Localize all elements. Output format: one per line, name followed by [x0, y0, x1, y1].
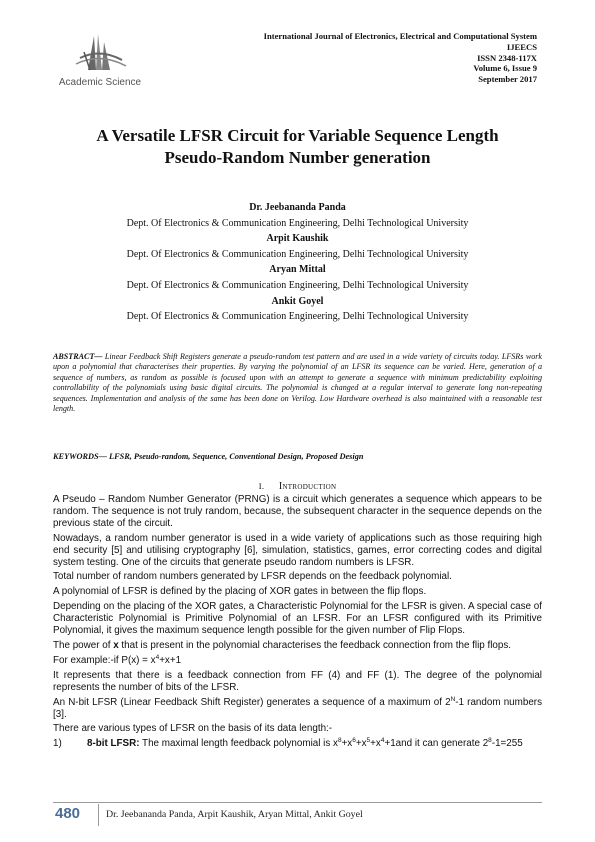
- journal-name: International Journal of Electronics, Electrical and Computational System: [263, 31, 537, 41]
- author-name: Arpit Kaushik: [266, 233, 329, 245]
- paragraph: A polynomial of LFSR is defined by the placing of XOR gates in between the flip flops.: [53, 586, 427, 598]
- journal-abbrev: IJEECS: [506, 41, 537, 52]
- superscript: 6: [352, 737, 356, 745]
- paragraph: A Pseudo – Random Number Generator (PRNG) is a circuit which generates a sequence which appears to be random. The sequence is not truly random, because, the subsequent character in the sequence depends on the previous state of the circuit.: [53, 494, 542, 529]
- logo-wordmark: Academic Science: [58, 77, 142, 88]
- paragraph: [53, 655, 542, 667]
- paragraph: [53, 640, 542, 652]
- paper-title: [40, 125, 555, 169]
- author-name: Dr. Jeebananda Panda: [249, 202, 346, 213]
- section-title: Introduction: [278, 481, 337, 492]
- text-run: -1 random numbers [3].: [53, 696, 542, 720]
- keywords: KEYWORDS— LFSR, Pseudo-random, Sequence, Conventional Design, Proposed Design: [53, 452, 364, 461]
- author-affiliation: Dept. Of Electronics & Communication Engineering, Delhi Technological University: [126, 217, 469, 229]
- text-run: The maximal length feedback polynomial is x: [139, 738, 338, 750]
- section-heading: [40, 481, 555, 492]
- publisher-logo: [50, 30, 150, 92]
- abstract-label: ABSTRACT—: [53, 352, 103, 361]
- page-number: 480: [55, 805, 81, 822]
- superscript: 4: [155, 653, 160, 661]
- list-label: 8-bit LFSR:: [87, 738, 140, 750]
- title-line-1: A Versatile LFSR Circuit for Variable Sequence Length: [96, 126, 499, 145]
- paragraph: [53, 697, 542, 721]
- author-affiliation: Dept. Of Electronics & Communication Engineering, Delhi Technological University: [126, 248, 469, 260]
- text-run: +x: [370, 738, 381, 750]
- paragraph: Depending on the placing of the XOR gates, a Characteristic Polynomial for the LFSR is given. A special case of Characteristic Polynomial is Primitive Polynomial of an LFSR. For an LFSR configured with its Primitive Polynomial, it gives the maximum sequence length possible for the given number of Flip Flops.: [53, 601, 542, 637]
- author-affiliation: Dept. Of Electronics & Communication Engineering, Delhi Technological University: [126, 311, 469, 323]
- superscript: 8: [337, 737, 342, 745]
- paragraph: It represents that there is a feedback connection from FF (4) and FF (1). The degree of the polynomial represents the number of bits of the LFSR.: [53, 669, 542, 693]
- academic-science-logo-graphic: [50, 30, 150, 92]
- text-run: -1=255: [491, 738, 523, 750]
- text-run: that is present in the polynomial characterises the feedback connection from the flip flops.: [118, 639, 511, 651]
- abstract-text: Linear Feedback Shift Registers generate a pseudo-random test pattern and are used in a wide variety of circuits today. LFSRs work upon a polynomial that characterises their properties. By varying the polynomial of an LFSR its sequence can be varied. Here, generation of a sequence of numbers, as random as possible is focused upon with an attempt to generate a sequence with minimum predictability exploiting controllability of the polynomials using basic digital circuits. The polynomial is changed at a regular interval to generate long non-repeating sequences. Implementation and analysis of the same has been done on Verilog. Low Hardware overhead is also maintained with a reasonable test length.: [53, 352, 543, 414]
- text-run: An N-bit LFSR (Linear Feedback Shift Register) generates a sequence of a maximum of 2: [53, 696, 451, 708]
- text-run: +x: [355, 738, 367, 750]
- body-text: [53, 494, 542, 750]
- list-number: 1): [53, 738, 62, 750]
- superscript: 5: [366, 737, 371, 745]
- footer-authors: Dr. Jeebananda Panda, Arpit Kaushik, Aryan Mittal, Ankit Goyel: [106, 809, 363, 820]
- journal-header: [264, 31, 537, 85]
- author-name: Aryan Mittal: [269, 264, 326, 276]
- journal-volume: Volume 6, Issue 9: [473, 63, 537, 74]
- footer-divider: [53, 802, 542, 803]
- author-block: [40, 200, 555, 325]
- text-run: x: [113, 639, 119, 651]
- paragraph: Nowadays, a random number generator is used in a wide variety of applications such as those requiring high end security [5] and utilising cryptography [6], simulation, statistics, games, error correcting codes and digital system testing. One of the circuits that generate pseudo random numbers is LFSR.: [53, 532, 542, 568]
- author-affiliation: Dept. Of Electronics & Communication Engineering, Delhi Technological University: [126, 279, 469, 291]
- text-run: +x+1: [159, 654, 182, 666]
- abstract: [53, 352, 542, 415]
- footer-separator: [98, 804, 99, 826]
- title-line-2: Pseudo-Random Number generation: [164, 148, 431, 167]
- text-run: +x: [341, 738, 353, 750]
- paragraph: There are various types of LFSR on the basis of its data length:-: [53, 723, 333, 735]
- text-run: For example:-if P(x) = x: [53, 654, 156, 666]
- superscript: 8: [488, 737, 492, 745]
- journal-issn: ISSN 2348-117X: [477, 52, 537, 63]
- text-run: The power of: [53, 639, 114, 651]
- paragraph: Total number of random numbers generated by LFSR depends on the feedback polynomial.: [53, 571, 452, 583]
- list-item: [53, 738, 542, 750]
- list-text: [87, 738, 523, 750]
- journal-date: September 2017: [478, 74, 537, 85]
- author-name: Ankit Goyel: [271, 295, 324, 307]
- superscript: 4: [380, 737, 385, 745]
- superscript: N: [450, 695, 456, 703]
- section-number: I.: [258, 481, 265, 491]
- text-run: +1and it can generate 2: [384, 738, 489, 750]
